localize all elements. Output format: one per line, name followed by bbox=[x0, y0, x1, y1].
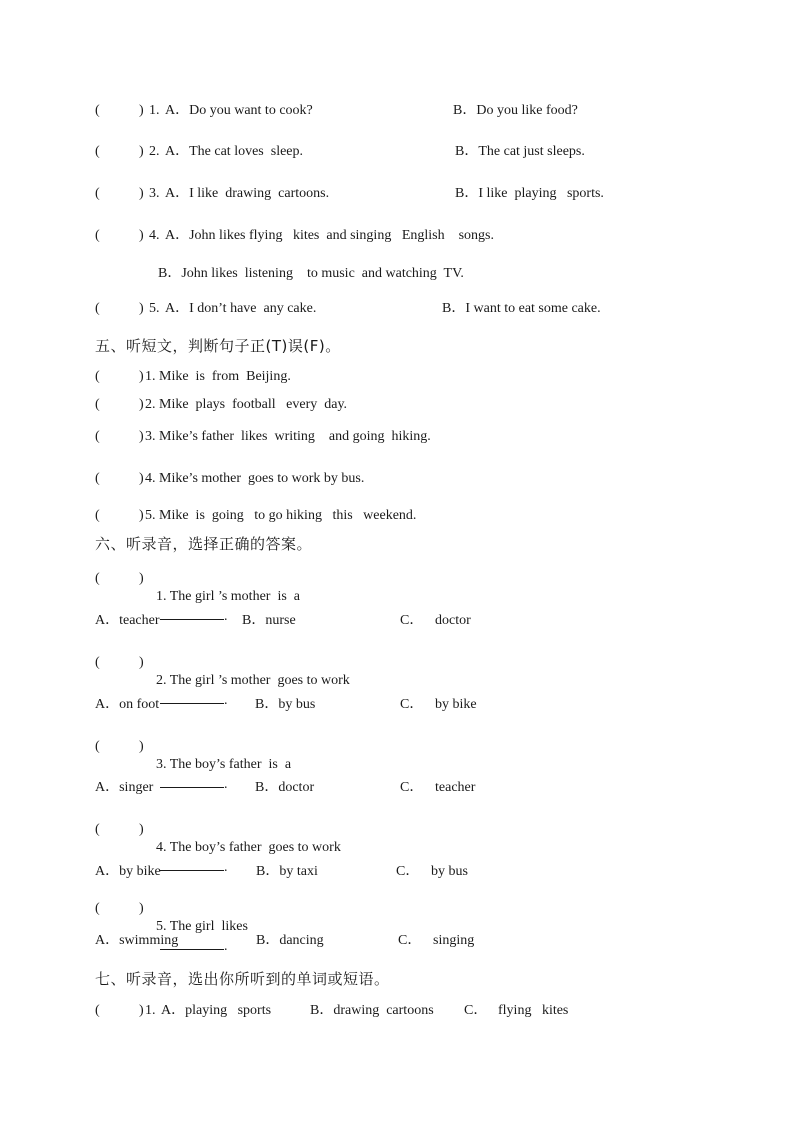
s4-q3-paren-close: ) bbox=[139, 186, 144, 201]
s6-q5-stem-text: 5. The girl likes bbox=[156, 919, 248, 934]
s5-item-2-text: 2. Mike plays football every day. bbox=[145, 397, 348, 412]
s6-q5-paren-close: ) bbox=[139, 901, 144, 916]
s6-q1-option-a: A．teacher bbox=[95, 613, 160, 628]
s4-q2-option-b: B．The cat just sleeps. bbox=[455, 144, 585, 159]
s6-q4-option-c-label: C． bbox=[396, 864, 420, 879]
s5-item-4-paren-close: ) bbox=[139, 471, 144, 486]
s6-q3-option-a: A．singer bbox=[95, 780, 154, 795]
s5-item-2-paren-open: ( bbox=[95, 397, 100, 412]
section-7-heading: 七、听录音，选出你所听到的单词或短语。 bbox=[95, 970, 390, 988]
s5-item-3-text: 3. Mike’s father likes writing and going hiking. bbox=[145, 429, 431, 444]
s6-q5-option-c: singing bbox=[433, 933, 475, 948]
s4-q4-paren-close: ) bbox=[139, 228, 144, 243]
s7-q1-option-b: B．drawing cartoons bbox=[310, 1003, 434, 1018]
s4-q4-number: 4. bbox=[149, 228, 160, 243]
s5-item-4-paren-open: ( bbox=[95, 471, 100, 486]
s4-q4-option-a: A．John likes flying kites and singing English songs. bbox=[165, 228, 494, 243]
s5-item-5-text: 5. Mike is going to go hiking this weekend. bbox=[145, 508, 417, 523]
s6-q4-option-b: B．by taxi bbox=[256, 864, 318, 879]
s6-q2-option-a: A．on foot bbox=[95, 697, 160, 712]
s6-q2-paren-close: ) bbox=[139, 655, 144, 670]
s6-q1-stem-end: . bbox=[224, 609, 228, 624]
s6-q3-answer-blank bbox=[160, 774, 224, 788]
s6-q1-paren-open: ( bbox=[95, 571, 100, 586]
s4-q4-option-b: B．John likes listening to music and watching TV. bbox=[158, 266, 464, 281]
s5-item-1-paren-open: ( bbox=[95, 369, 100, 384]
s4-q5-paren-close: ) bbox=[139, 301, 144, 316]
s4-q1-option-b: B．Do you like food? bbox=[453, 103, 578, 118]
s6-q1-option-b: B．nurse bbox=[242, 613, 296, 628]
s6-q5-paren-open: ( bbox=[95, 901, 100, 916]
s4-q2-number: 2. bbox=[149, 144, 160, 159]
section-5-heading: 五、听短文，判断句子正(T)误(F)。 bbox=[95, 337, 341, 355]
s7-q1-option-c: flying kites bbox=[498, 1003, 569, 1018]
s4-q5-option-b: B．I want to eat some cake. bbox=[442, 301, 601, 316]
s6-q1-paren-close: ) bbox=[139, 571, 144, 586]
s6-q3-stem-text: 3. The boy’s father is a bbox=[156, 757, 292, 772]
s4-q3-option-a: A．I like drawing cartoons. bbox=[165, 186, 330, 201]
s6-q2-stem bbox=[149, 654, 350, 710]
s6-q4-paren-open: ( bbox=[95, 822, 100, 837]
s6-q4-stem-end: . bbox=[224, 860, 228, 875]
s6-q5-option-a: A．swimming bbox=[95, 933, 179, 948]
s6-q4-answer-blank bbox=[160, 857, 224, 871]
s7-q1-number: 1. bbox=[145, 1003, 156, 1018]
s5-item-3-paren-open: ( bbox=[95, 429, 100, 444]
s5-item-5-paren-open: ( bbox=[95, 508, 100, 523]
s4-q1-number: 1. bbox=[149, 103, 160, 118]
s6-q2-option-c-label: C． bbox=[400, 697, 424, 712]
s6-q1-answer-blank bbox=[160, 606, 224, 620]
s6-q4-paren-close: ) bbox=[139, 822, 144, 837]
s6-q3-paren-close: ) bbox=[139, 739, 144, 754]
s6-q1-stem-text: 1. The girl ’s mother is a bbox=[156, 589, 300, 604]
s6-q3-stem-end: . bbox=[224, 777, 228, 792]
s6-q2-option-b: B．by bus bbox=[255, 697, 316, 712]
s4-q2-paren-close: ) bbox=[139, 144, 144, 159]
s4-q1-option-a: A．Do you want to cook? bbox=[165, 103, 313, 118]
s4-q2-option-a: A．The cat loves sleep. bbox=[165, 144, 304, 159]
s6-q4-option-a: A．by bike bbox=[95, 864, 161, 879]
s4-q1-paren-close: ) bbox=[139, 103, 144, 118]
s6-q5-option-b: B．dancing bbox=[256, 933, 324, 948]
s4-q5-number: 5. bbox=[149, 301, 160, 316]
s5-item-4-text: 4. Mike’s mother goes to work by bus. bbox=[145, 471, 365, 486]
s5-item-1-paren-close: ) bbox=[139, 369, 144, 384]
s6-q2-paren-open: ( bbox=[95, 655, 100, 670]
s7-q1-option-a: A．playing sports bbox=[161, 1003, 272, 1018]
s4-q3-option-b: B．I like playing sports. bbox=[455, 186, 604, 201]
s6-q5-stem-end: . bbox=[224, 939, 228, 954]
s4-q4-paren-open: ( bbox=[95, 228, 100, 243]
s6-q4-stem-text: 4. The boy’s father goes to work bbox=[156, 840, 341, 855]
s5-item-2-paren-close: ) bbox=[139, 397, 144, 412]
s4-q1-paren-open: ( bbox=[95, 103, 100, 118]
s6-q2-stem-end: . bbox=[224, 693, 228, 708]
s6-q3-option-c-label: C． bbox=[400, 780, 424, 795]
s7-q1-paren-open: ( bbox=[95, 1003, 100, 1018]
s4-q5-option-a: A．I don’t have any cake. bbox=[165, 301, 317, 316]
s6-q4-option-c: by bus bbox=[431, 864, 468, 879]
s6-q2-option-c: by bike bbox=[435, 697, 477, 712]
s4-q3-paren-open: ( bbox=[95, 186, 100, 201]
s4-q3-number: 3. bbox=[149, 186, 160, 201]
s6-q3-option-c: teacher bbox=[435, 780, 476, 795]
s5-item-1-text: 1. Mike is from Beijing. bbox=[145, 369, 291, 384]
s7-q1-option-c-label: C． bbox=[464, 1003, 488, 1018]
s5-item-3-paren-close: ) bbox=[139, 429, 144, 444]
s6-q2-answer-blank bbox=[160, 690, 224, 704]
section-6-heading: 六、听录音，选择正确的答案。 bbox=[95, 535, 313, 553]
s6-q5-option-c-label: C． bbox=[398, 933, 422, 948]
s6-q2-stem-text: 2. The girl ’s mother goes to work bbox=[156, 673, 350, 688]
s6-q1-option-c: doctor bbox=[435, 613, 471, 628]
s6-q1-option-c-label: C． bbox=[400, 613, 424, 628]
s6-q3-paren-open: ( bbox=[95, 739, 100, 754]
s4-q5-paren-open: ( bbox=[95, 301, 100, 316]
s4-q2-paren-open: ( bbox=[95, 144, 100, 159]
s6-q3-option-b: B．doctor bbox=[255, 780, 315, 795]
s5-item-5-paren-close: ) bbox=[139, 508, 144, 523]
s7-q1-paren-close: ) bbox=[139, 1003, 144, 1018]
